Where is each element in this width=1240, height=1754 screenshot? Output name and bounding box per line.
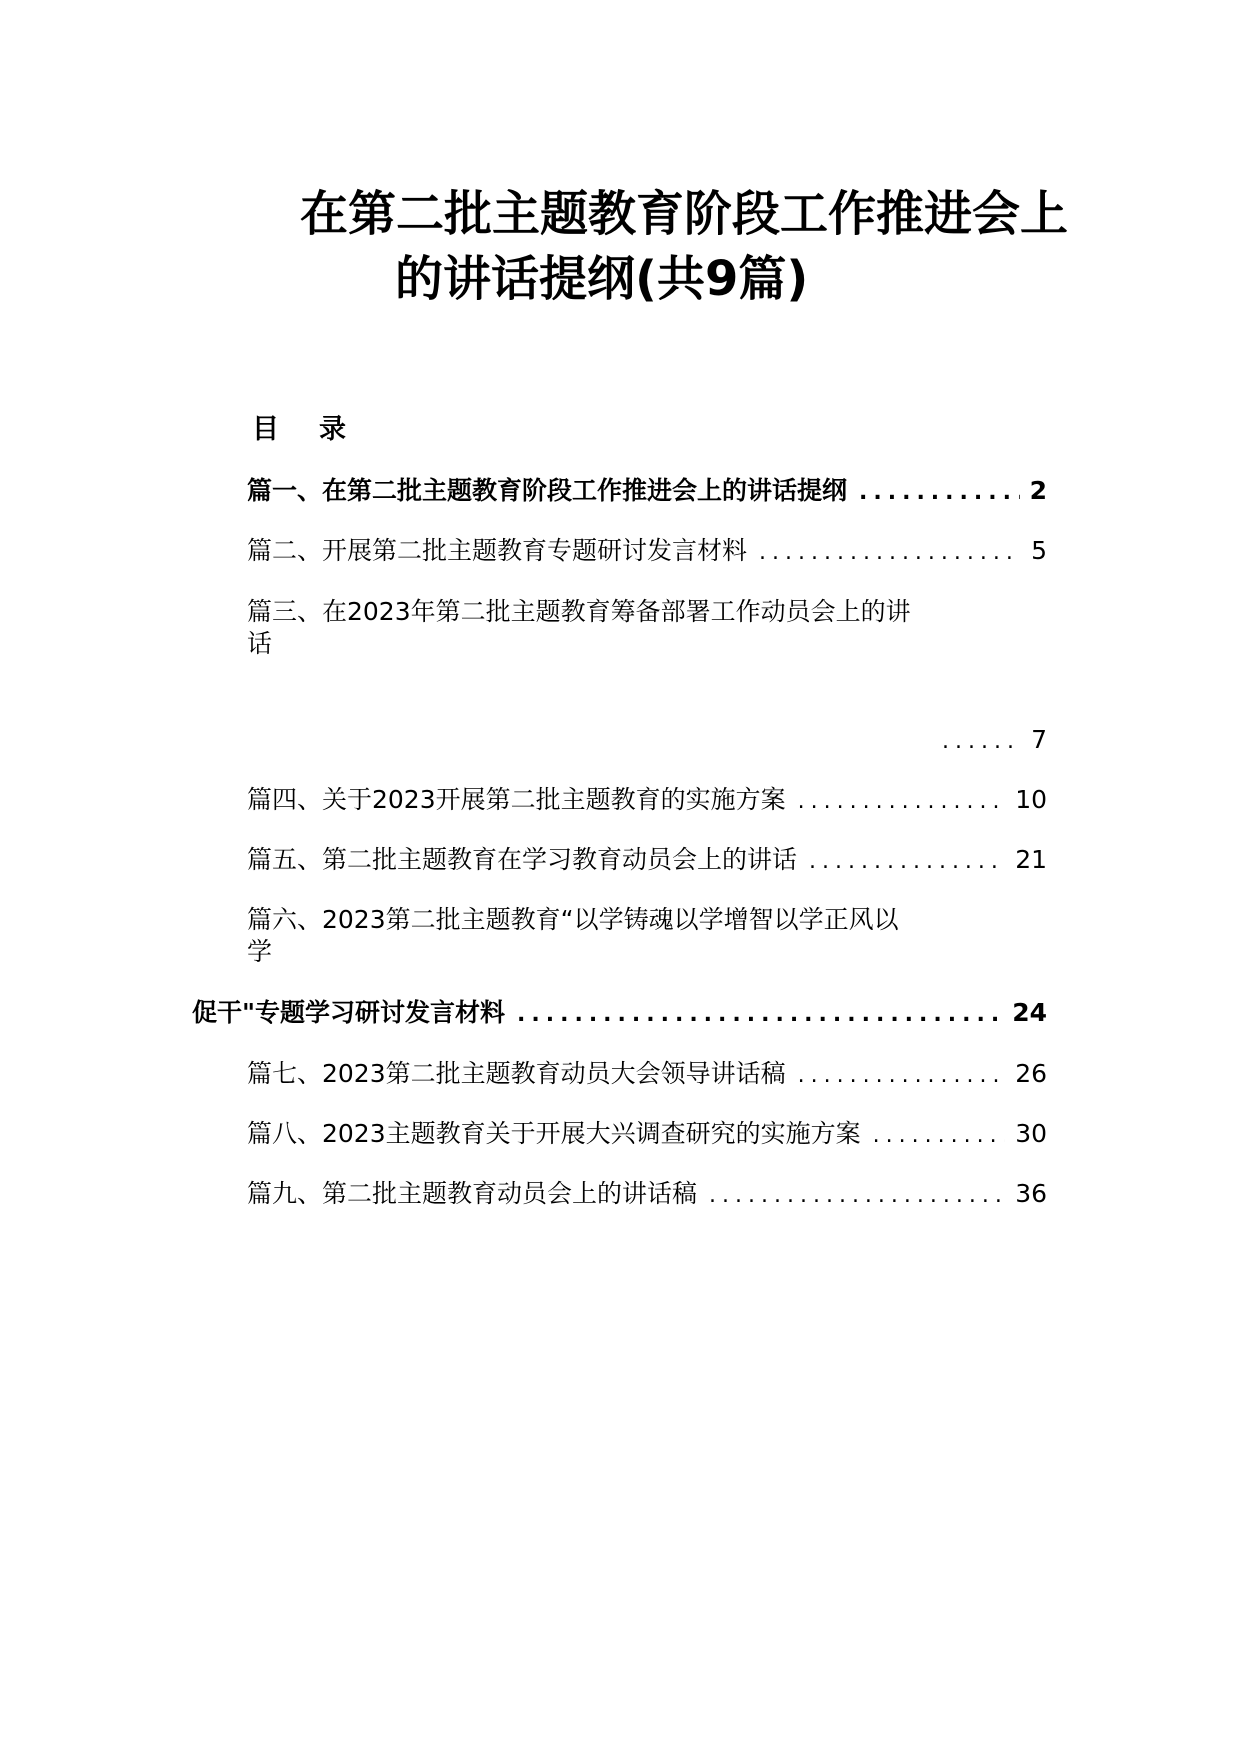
toc-entry-3-page-line xyxy=(930,727,1047,753)
toc-entry-9[interactable] xyxy=(247,1181,1047,1207)
toc-entry-title: 篇四、关于2023开展第二批主题教育的实施方案 xyxy=(247,785,786,814)
toc-entry-6[interactable] xyxy=(247,904,1047,968)
document-title-line-1: 在第二批主题教育阶段工作推进会上 xyxy=(300,186,1069,242)
toc-entry-6-continuation[interactable] xyxy=(192,1000,1047,1026)
toc-page-number: 2 xyxy=(1029,476,1047,505)
toc-leader xyxy=(809,851,1005,873)
toc-leader xyxy=(859,482,1020,504)
toc-leader xyxy=(759,542,1021,564)
toc-entry-1[interactable] xyxy=(247,478,1047,504)
toc-leader xyxy=(517,1004,1002,1026)
toc-page-number: 21 xyxy=(1015,845,1047,874)
toc-heading-char-2: 录 xyxy=(319,414,346,445)
toc-page-number: 7 xyxy=(1031,725,1047,754)
toc-leader xyxy=(798,791,1006,813)
toc-page-number: 5 xyxy=(1031,536,1047,565)
toc-entry-title-line-1: 篇六、2023第二批主题教育“以学铸魂以学增智以学正风以 xyxy=(247,905,899,934)
toc-entry-3[interactable] xyxy=(247,596,1047,660)
toc-leader xyxy=(798,1065,1006,1087)
toc-entry-4[interactable] xyxy=(247,787,1047,813)
toc-heading-char-1: 目 xyxy=(252,414,279,445)
toc-leader xyxy=(709,1185,1005,1207)
toc-entry-8[interactable] xyxy=(247,1121,1047,1147)
toc-page-number: 30 xyxy=(1015,1119,1047,1148)
toc-entry-title: 篇八、2023主题教育关于开展大兴调查研究的实施方案 xyxy=(247,1119,861,1148)
toc-entry-5[interactable] xyxy=(247,847,1047,873)
toc-entry-title: 篇一、在第二批主题教育阶段工作推进会上的讲话提纲 xyxy=(247,476,848,505)
toc-entry-2[interactable] xyxy=(247,538,1047,564)
toc-page-number: 10 xyxy=(1015,785,1047,814)
document-title-line-2: 的讲话提纲(共9篇) xyxy=(395,251,809,307)
toc-entry-title: 篇二、开展第二批主题教育专题研讨发言材料 xyxy=(247,536,748,565)
toc-leader xyxy=(873,1125,1006,1147)
toc-entry-title-line-2: 学 xyxy=(247,937,273,966)
toc-entry-title-line-3: 促干"专题学习研讨发言材料 xyxy=(192,998,506,1027)
toc-page-number: 36 xyxy=(1015,1179,1047,1208)
toc-entry-title: 篇七、2023第二批主题教育动员大会领导讲话稿 xyxy=(247,1059,786,1088)
toc-entry-title: 篇九、第二批主题教育动员会上的讲话稿 xyxy=(247,1179,698,1208)
toc-leader xyxy=(942,731,1021,753)
toc-heading xyxy=(252,416,346,443)
toc-entry-7[interactable] xyxy=(247,1061,1047,1087)
toc-page-number: 24 xyxy=(1012,998,1047,1027)
toc-entry-title-line-2: 话 xyxy=(247,629,273,658)
toc-page-number: 26 xyxy=(1015,1059,1047,1088)
toc-entry-title: 篇五、第二批主题教育在学习教育动员会上的讲话 xyxy=(247,845,798,874)
toc-entry-title-line-1: 篇三、在2023年第二批主题教育筹备部署工作动员会上的讲 xyxy=(247,597,911,626)
